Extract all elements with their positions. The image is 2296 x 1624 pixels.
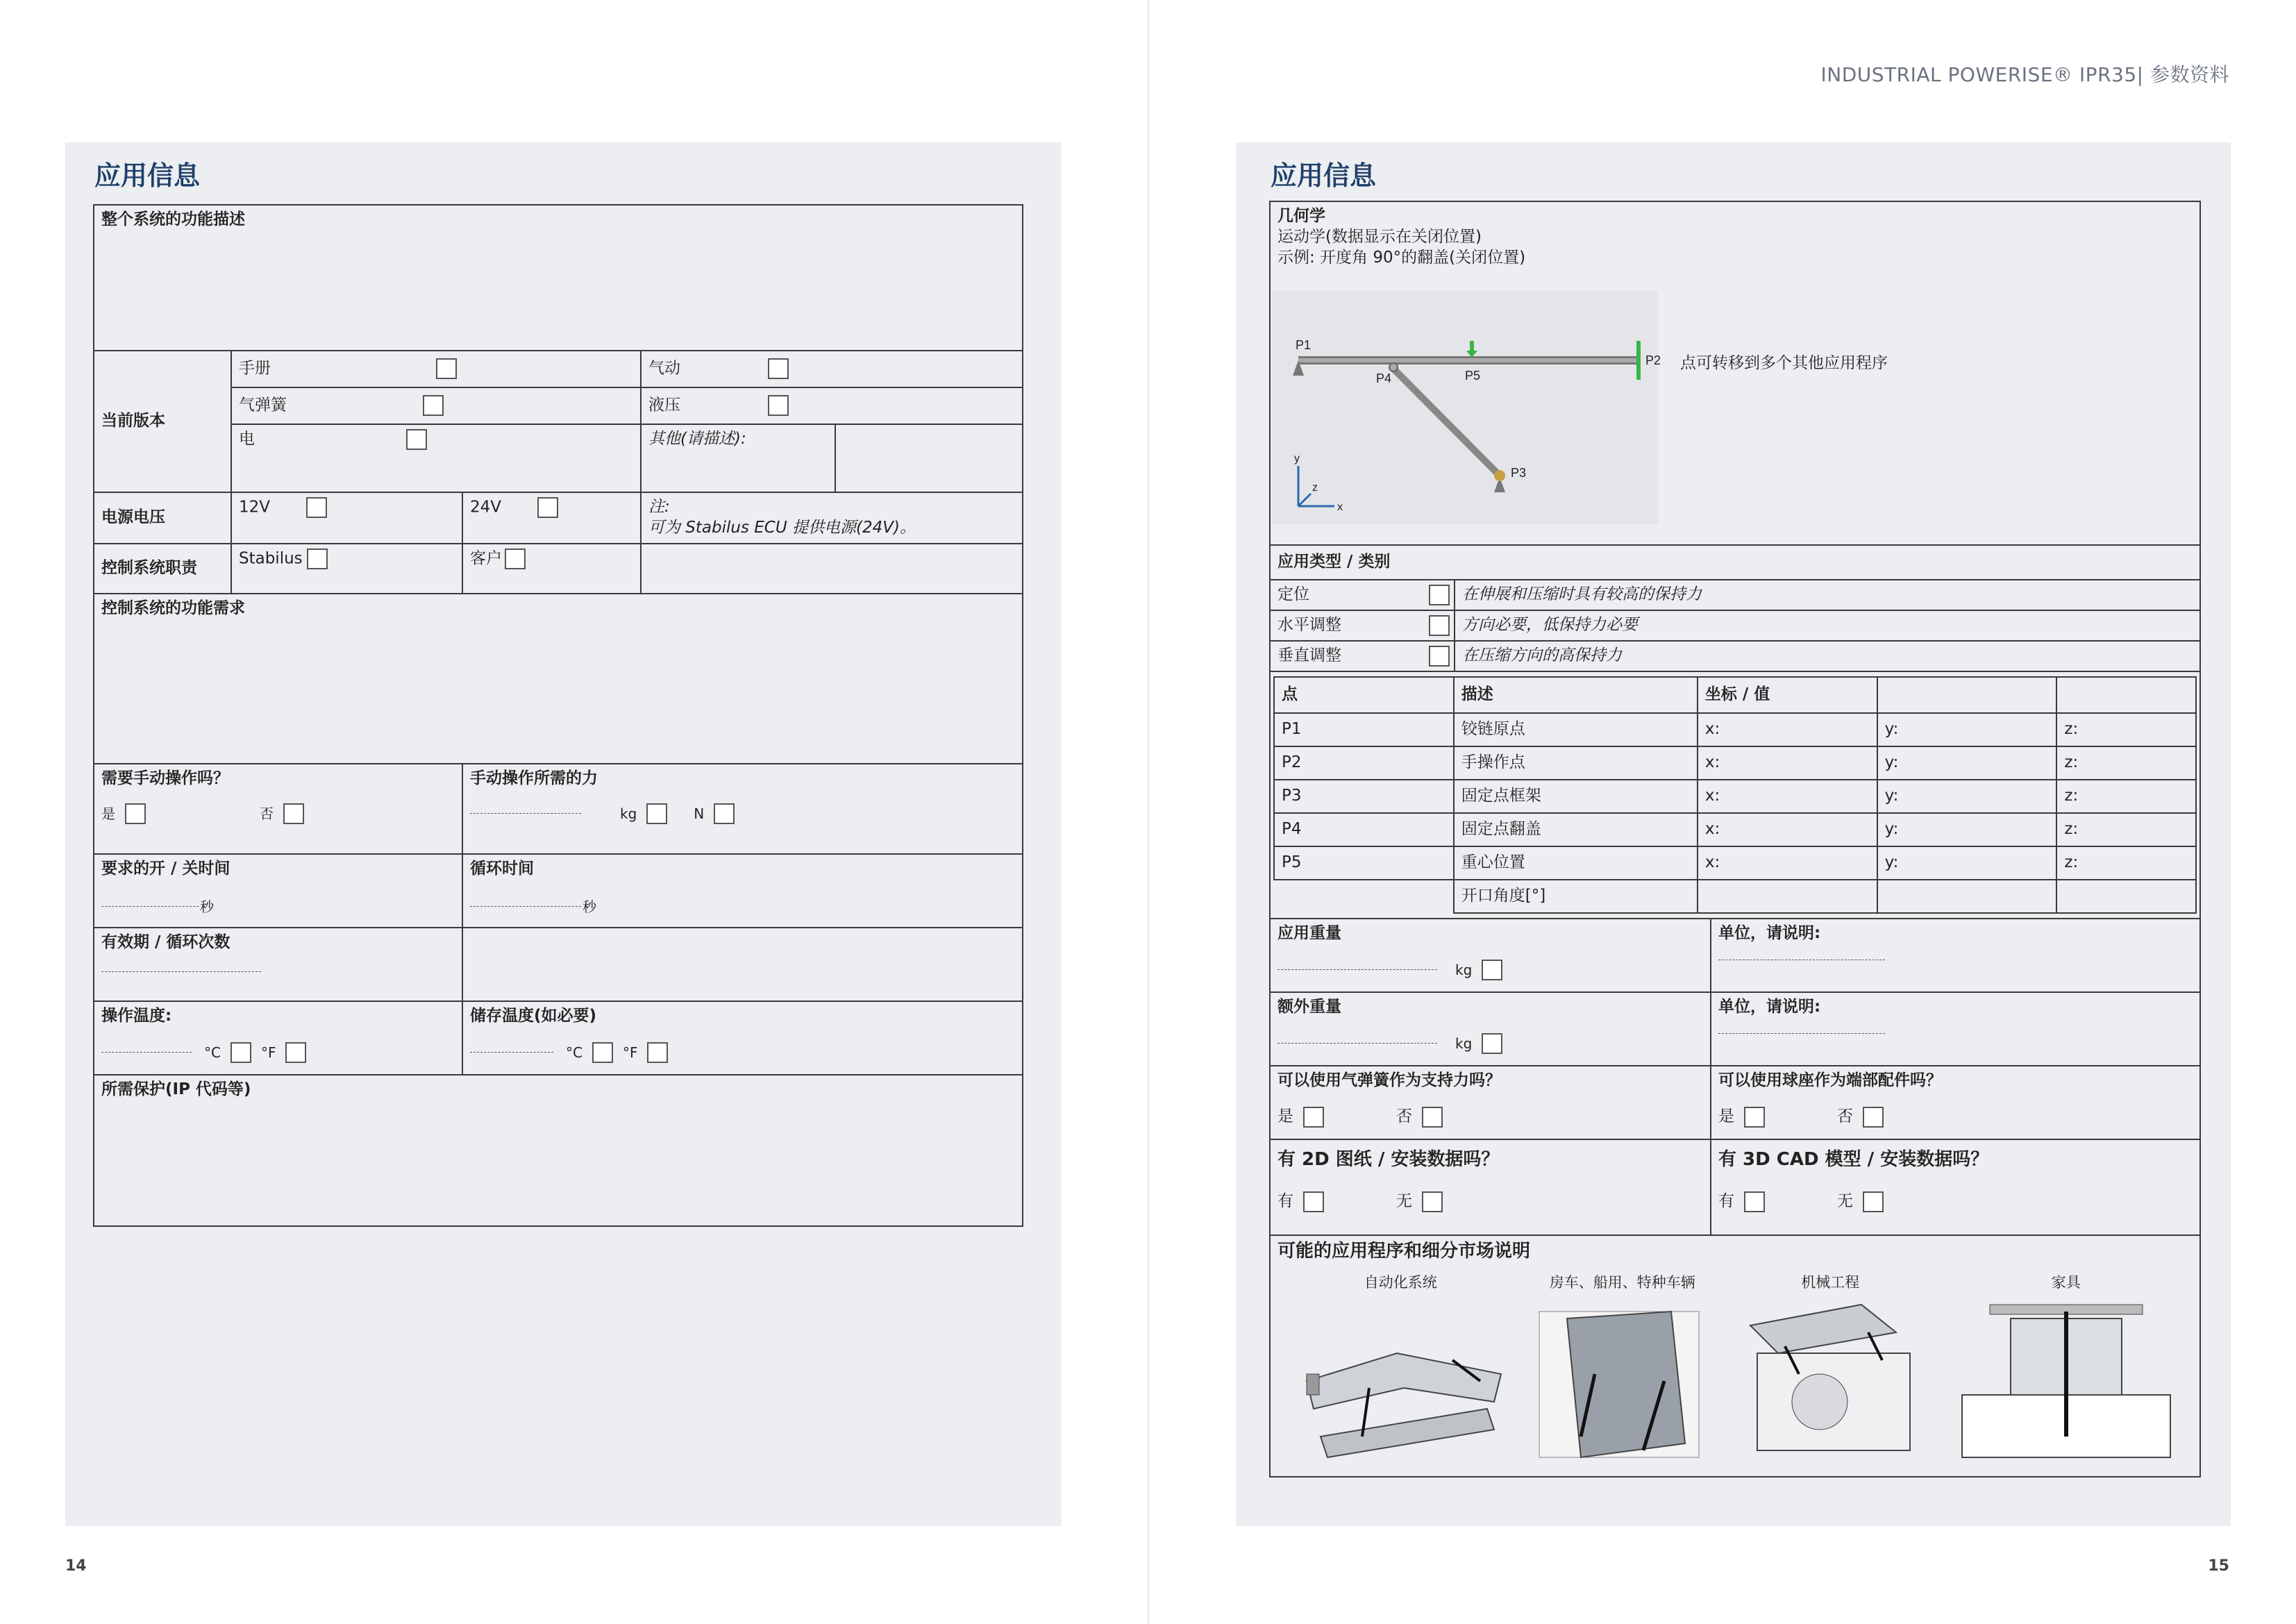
unit-cell-1: 单位，请说明: xyxy=(1711,919,2200,992)
24v-checkbox[interactable] xyxy=(537,497,558,518)
p4-x-input[interactable]: x: xyxy=(1698,813,1877,846)
extra-weight-cell: 额外重量 kg xyxy=(1270,992,1711,1066)
p2-x-input[interactable]: x: xyxy=(1698,746,1877,780)
app-weight-input[interactable] xyxy=(1277,969,1437,970)
col-desc: 描述 xyxy=(1454,677,1698,713)
manual-force-cell: 手动操作所需的力 kg N xyxy=(462,764,1023,854)
app-type-title: 应用类型 / 类别 xyxy=(1270,545,2200,580)
extra-weight-kg-checkbox[interactable] xyxy=(1482,1033,1502,1054)
unit-cell-2: 单位，请说明: xyxy=(1711,992,2200,1066)
protection-field[interactable]: 所需保护(IP 代码等) xyxy=(94,1075,1023,1226)
page-number-left: 14 xyxy=(65,1557,87,1575)
manual-yes-checkbox[interactable] xyxy=(125,803,146,824)
label-p3: P3 xyxy=(1511,466,1527,480)
svg-text:z: z xyxy=(1312,482,1318,494)
storage-temp-cell: 储存温度(如必要) °C °F xyxy=(462,1001,1023,1075)
version-manual-cell: 手册 xyxy=(231,351,641,387)
gas-support-no-checkbox[interactable] xyxy=(1422,1107,1443,1128)
p2-arrow-icon xyxy=(1636,341,1641,380)
cad-3d-no-checkbox[interactable] xyxy=(1863,1191,1884,1212)
p1-z-input[interactable]: z: xyxy=(2056,713,2196,746)
open-close-input[interactable] xyxy=(101,906,199,907)
machinery-illustration xyxy=(1736,1298,1924,1457)
control-label: 控制系统职责 xyxy=(94,544,231,594)
op-temp-c-checkbox[interactable] xyxy=(231,1042,251,1063)
table-row: P2 手操作点 x: y: z: xyxy=(1274,746,2196,780)
label-p4: P4 xyxy=(1376,371,1392,385)
automation-illustration xyxy=(1293,1298,1508,1457)
store-temp-c-checkbox[interactable] xyxy=(592,1042,613,1063)
table-row: P3 固定点框架 x: y: z: xyxy=(1274,780,2196,813)
kinematics-diagram xyxy=(1272,291,1661,524)
p1-y-input[interactable]: y: xyxy=(1877,713,2057,746)
power-24v-cell: 24V xyxy=(462,492,641,544)
version-other-input[interactable] xyxy=(835,424,1023,492)
version-other-cell: 其他(请描述): xyxy=(641,424,835,492)
gas-support-yes-checkbox[interactable] xyxy=(1303,1107,1324,1128)
col-point: 点 xyxy=(1274,677,1454,713)
points-header-row xyxy=(1274,677,2196,713)
unit-input-2[interactable] xyxy=(1718,1033,1885,1034)
control-customer-cell: 客户 xyxy=(462,544,641,594)
running-header: INDUSTRIAL POWERISE® IPR35| 参数资料 xyxy=(1820,63,2229,86)
manual-operation-cell: 需要手动操作吗？ 是 否 xyxy=(94,764,462,854)
page-spine xyxy=(1148,0,1149,1624)
left-form-table xyxy=(93,204,1023,1227)
electric-checkbox[interactable] xyxy=(406,429,427,450)
gas-support-cell: 可以使用气弹簧作为支持力吗？ 是 否 xyxy=(1270,1066,1711,1139)
manual-checkbox[interactable] xyxy=(436,358,457,379)
drawing-2d-yes-checkbox[interactable] xyxy=(1303,1191,1324,1212)
label-p1: P1 xyxy=(1296,338,1312,352)
12v-checkbox[interactable] xyxy=(306,497,327,518)
cad-3d-cell: 有 3D CAD 模型 / 安装数据吗？ 有 无 xyxy=(1711,1139,2200,1235)
power-note: 注: 可为 Stabilus ECU 提供电源(24V)。 xyxy=(641,492,1023,544)
lifetime-input[interactable] xyxy=(101,971,261,972)
rv-marine-illustration xyxy=(1539,1298,1706,1457)
transfer-note: 点可转移到多个其他应用程序 xyxy=(1680,354,1888,372)
app-weight-kg-checkbox[interactable] xyxy=(1482,960,1502,980)
table-row: P1 铰链原点 x: y: z: xyxy=(1274,713,2196,746)
label-p5: P5 xyxy=(1465,369,1481,383)
cad-3d-yes-checkbox[interactable] xyxy=(1744,1191,1765,1212)
op-temp-input[interactable] xyxy=(101,1052,192,1053)
horizontal-checkbox[interactable] xyxy=(1429,615,1450,636)
control-requirements-field[interactable]: 控制系统的功能需求 xyxy=(94,594,1023,764)
ball-socket-cell: 可以使用球座作为端部配件吗？ 是 否 xyxy=(1711,1066,2200,1139)
market-furniture: 家具 xyxy=(1955,1273,2177,1464)
p2-y-input[interactable]: y: xyxy=(1877,746,2057,780)
extra-weight-input[interactable] xyxy=(1277,1043,1437,1044)
right-form-table xyxy=(1269,201,2201,1477)
market-machinery: 机械工程 xyxy=(1736,1273,1924,1464)
col-coord: 坐标 / 值 xyxy=(1698,677,1877,713)
app-type-row-2-desc: 方向必要，低保持力必要 xyxy=(1455,610,2200,641)
p5-y-input[interactable]: y: xyxy=(1877,846,2057,880)
operating-temp-cell: 操作温度: °C °F xyxy=(94,1001,462,1075)
p3-z-input[interactable]: z: xyxy=(2056,780,2196,813)
p3-point xyxy=(1494,470,1505,481)
drawing-2d-cell: 有 2D 图纸 / 安装数据吗？ 有 无 xyxy=(1270,1139,1711,1235)
app-type-row-1: 定位 xyxy=(1270,580,1455,610)
app-type-row-2: 水平调整 xyxy=(1270,610,1455,641)
svg-text:x: x xyxy=(1337,501,1343,513)
lifetime-extra-field[interactable] xyxy=(462,928,1023,1001)
version-label: 当前版本 xyxy=(94,351,231,492)
label-p2: P2 xyxy=(1645,353,1661,367)
p3-y-input[interactable]: y: xyxy=(1877,780,2057,813)
p4-point xyxy=(1389,363,1398,371)
pneumatic-checkbox[interactable] xyxy=(768,358,789,379)
page-number-right: 15 xyxy=(2208,1557,2229,1575)
p5-z-input[interactable]: z: xyxy=(2056,846,2196,880)
right-page-title: 应用信息 xyxy=(1271,160,1377,191)
markets-section: 可能的应用程序和细分市场说明 自动化系统 房车、船用、特种车辆 机械工程 家具 xyxy=(1270,1235,2200,1477)
cycle-input[interactable] xyxy=(470,906,581,907)
furniture-illustration xyxy=(1955,1298,2177,1457)
power-label: 电源电压 xyxy=(94,492,231,544)
p3-x-input[interactable]: x: xyxy=(1698,780,1877,813)
geometry-section: 几何学 运动学(数据显示在关闭位置) 示例: 开度角 90°的翻盖(关闭位置) P1 P2 P3 P4 P5 y x z 点可转移到多个其他应用程序 xyxy=(1270,201,2200,545)
positioning-checkbox[interactable] xyxy=(1429,585,1450,605)
hydraulic-checkbox[interactable] xyxy=(768,395,789,416)
app-weight-cell: 应用重量 kg xyxy=(1270,919,1711,992)
ball-socket-yes-checkbox[interactable] xyxy=(1744,1107,1765,1128)
version-electric-cell: 电 xyxy=(231,424,641,492)
col-coord-y xyxy=(1877,677,2057,713)
angle-input[interactable] xyxy=(1698,880,1877,913)
opening-angle-label: 开口角度[°] xyxy=(1454,880,1698,913)
left-page-title: 应用信息 xyxy=(94,160,201,191)
app-type-row-3: 垂直调整 xyxy=(1270,641,1455,671)
table-row: P4 固定点翻盖 x: y: z: xyxy=(1274,813,2196,846)
version-pneumatic-cell: 气动 xyxy=(641,351,1023,387)
force-kg-checkbox[interactable] xyxy=(646,803,667,824)
lifetime-cell: 有效期 / 循环次数 xyxy=(94,928,462,1001)
customer-checkbox[interactable] xyxy=(505,549,526,569)
version-hydraulic-cell: 液压 xyxy=(641,387,1023,424)
p1-x-input[interactable]: x: xyxy=(1698,713,1877,746)
open-close-time-cell: 要求的开 / 关时间 秒 xyxy=(94,854,462,928)
p2-z-input[interactable]: z: xyxy=(2056,746,2196,780)
table-row xyxy=(1274,880,2196,913)
app-type-row-3-desc: 在压缩方向的高保持力 xyxy=(1455,641,2200,671)
vertical-checkbox[interactable] xyxy=(1429,646,1450,667)
stabilus-checkbox[interactable] xyxy=(307,549,328,569)
control-stabilus-cell: Stabilus xyxy=(231,544,462,594)
drawing-2d-no-checkbox[interactable] xyxy=(1422,1191,1443,1212)
app-type-row-1-desc: 在伸展和压缩时具有较高的保持力 xyxy=(1455,580,2200,610)
cycle-time-cell: 循环时间 秒 xyxy=(462,854,1023,928)
points-table xyxy=(1273,676,2197,914)
system-function-field[interactable]: 整个系统的功能描述 xyxy=(94,205,1023,351)
market-automation: 自动化系统 xyxy=(1293,1273,1508,1464)
force-input[interactable] xyxy=(470,813,581,814)
market-rv-marine: 房车、船用、特种车辆 xyxy=(1539,1273,1706,1464)
store-temp-input[interactable] xyxy=(470,1052,553,1053)
version-gas-spring-cell: 气弹簧 xyxy=(231,387,641,424)
gas-spring-checkbox[interactable] xyxy=(423,395,444,416)
p5-x-input[interactable]: x: xyxy=(1698,846,1877,880)
col-coord-z xyxy=(2056,677,2196,713)
ball-socket-no-checkbox[interactable] xyxy=(1863,1107,1884,1128)
table-row: P5 重心位置 x: y: z: xyxy=(1274,846,2196,880)
p4-y-input[interactable]: y: xyxy=(1877,813,2057,846)
points-container xyxy=(1270,671,2200,919)
power-12v-cell: 12V xyxy=(231,492,462,544)
manual-no-checkbox[interactable] xyxy=(283,803,304,824)
force-n-checkbox[interactable] xyxy=(714,803,735,824)
op-temp-f-checkbox[interactable] xyxy=(285,1042,306,1063)
store-temp-f-checkbox[interactable] xyxy=(647,1042,668,1063)
p4-z-input[interactable]: z: xyxy=(2056,813,2196,846)
control-extra-field[interactable] xyxy=(641,544,1023,594)
svg-text:y: y xyxy=(1294,453,1300,464)
